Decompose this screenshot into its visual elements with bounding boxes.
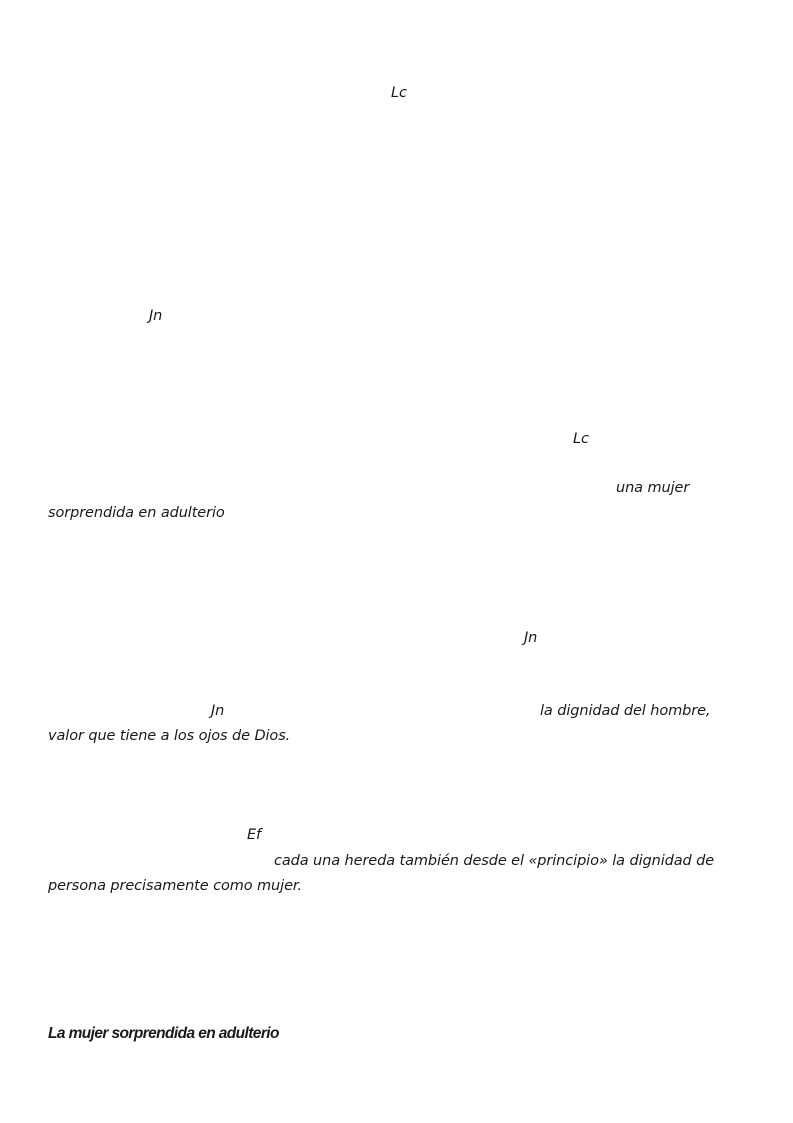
emphasis-text: la dignidad del hombre, <box>540 703 711 719</box>
emphasis-text: sorprendida en adulterio <box>48 505 225 521</box>
emphasis-text: valor que tiene a los ojos de Dios. <box>48 728 291 744</box>
emphasis-text: cada una hereda también desde el «principio» la dignidad de <box>274 853 715 869</box>
emphasis-text: persona precisamente como mujer. <box>48 878 302 894</box>
citation-john: Jn <box>149 308 163 324</box>
emphasis-text: una mujer <box>616 480 690 496</box>
citation-john: Jn <box>524 630 538 646</box>
citation-ephesians: Ef <box>247 827 262 843</box>
section-heading: La mujer sorprendida en adulterio <box>48 1025 279 1042</box>
citation-luke: Lc <box>391 85 407 101</box>
citation-john: Jn <box>211 703 225 719</box>
citation-luke: Lc <box>573 431 589 447</box>
